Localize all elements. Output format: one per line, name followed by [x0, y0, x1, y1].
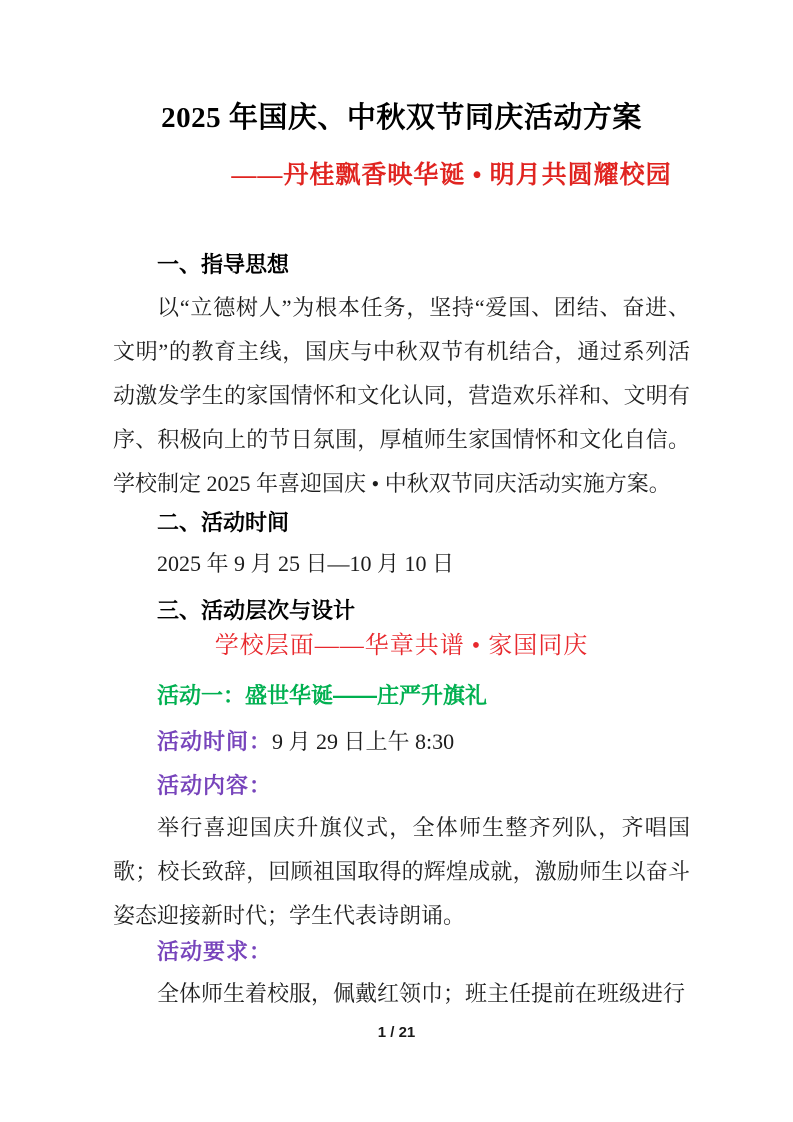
section-heading-activity-time: 二、活动时间: [157, 510, 290, 535]
activity1-title: 活动一：盛世华诞——庄严升旗礼: [157, 683, 488, 708]
document-title: 2025 年国庆、中秋双节同庆活动方案: [161, 102, 642, 134]
section-heading-guiding-ideology: 一、指导思想: [157, 252, 290, 277]
document-subtitle: ——丹桂飘香映华诞 • 明月共圆耀校园: [231, 162, 672, 189]
activity1-content-label-line: [113, 766, 690, 806]
activity-date-range: 2025 年 9 月 25 日—10 月 10 日: [157, 551, 455, 576]
activity1-content-label: 活动内容：: [157, 773, 273, 798]
activity1-content-paragraph: 举行喜迎国庆升旗仪式，全体师生整齐列队，齐唱国歌；校长致辞，回顾祖国取得的辉煌成就，激励师生以奋斗姿态迎接新时代；学生代表诗朗诵。: [113, 815, 690, 928]
guiding-ideology-paragraph: 以“立德树人”为根本任务，坚持“爱国、团结、奋进、文明”的教育主线，国庆与中秋双节有机结合，通过系列活动激发学生的家国情怀和文化认同，营造欢乐祥和、文明有序、积极向上的节日氛围，厚植师生家国情怀和文化自信。学校制定 2025 年喜迎国庆 • 中秋双节同庆活动实施方案。: [113, 295, 690, 496]
page-number: 1 / 21: [377, 1024, 416, 1041]
activity1-requirement-paragraph: 全体师生着校服，佩戴红领巾；班主任提前在班级进行: [157, 981, 686, 1006]
section-heading-activity-levels: 三、活动层次与设计: [157, 598, 356, 623]
activity1-requirement-label: 活动要求：: [157, 939, 273, 964]
activity1-time-value: 9 月 29 日上午 8:30: [272, 729, 455, 754]
school-level-line: 学校层面——华章共谱 • 家国同庆: [214, 633, 589, 659]
activity1-requirement-label-line: [113, 932, 690, 972]
activity1-time-label: 活动时间：: [157, 729, 273, 754]
activity1-time-line: [113, 722, 690, 762]
